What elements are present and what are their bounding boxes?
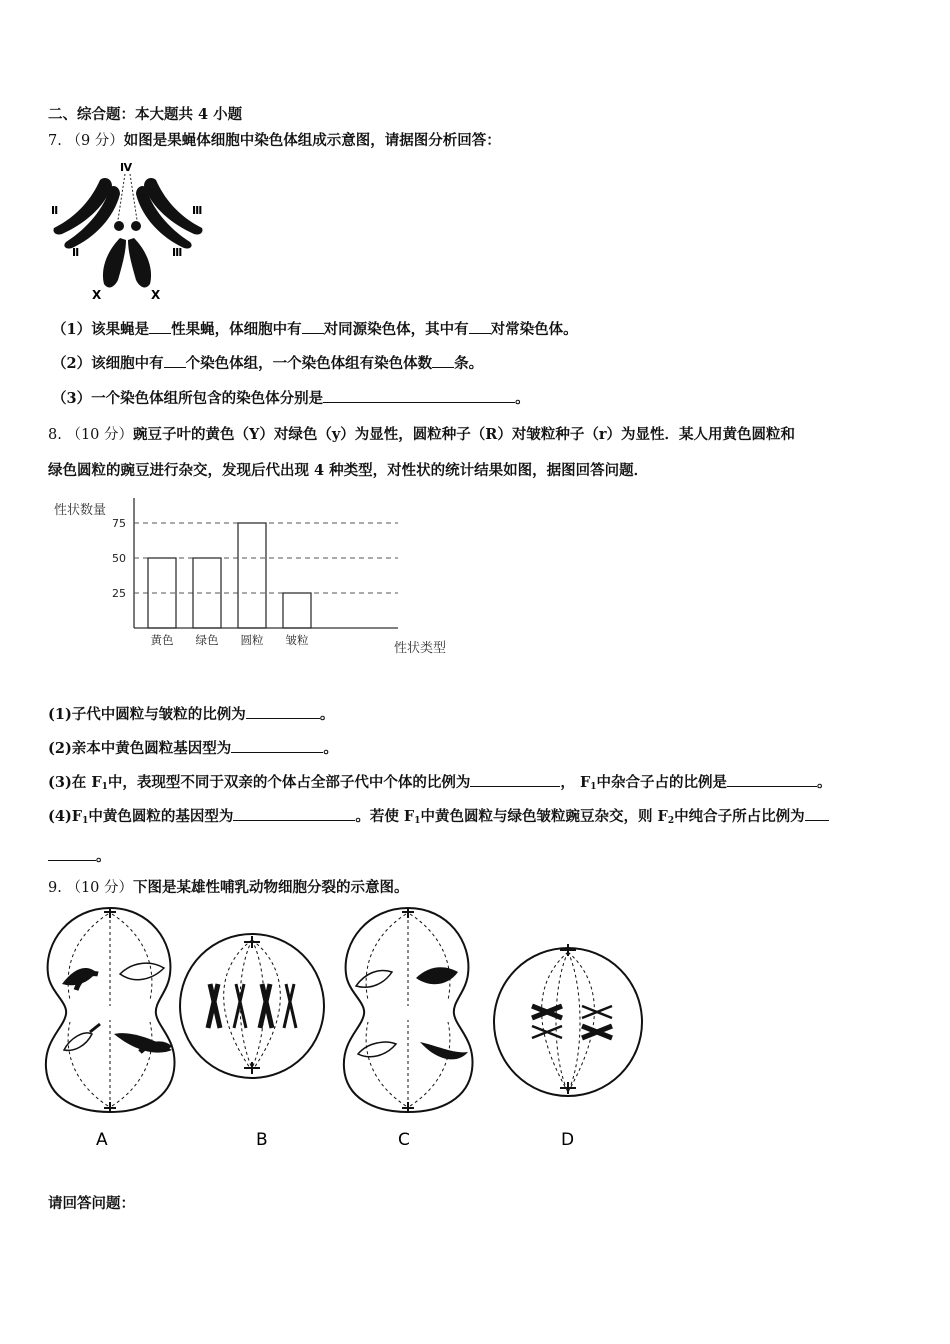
answer-blank[interactable] (48, 846, 96, 861)
section-heading: 二、综合题：本大题共 4 小题 (48, 106, 243, 123)
q8-sub2: (2)亲本中黄色圆粒基因型为 。 (48, 740, 338, 757)
y-tick-label: 25 (112, 587, 126, 600)
answer-blank[interactable] (323, 388, 515, 403)
answer-blank[interactable] (302, 319, 324, 334)
y-tick-label: 75 (112, 517, 126, 530)
q8-stem-1: 豌豆子叶的黄色（Y）对绿色（y）为显性，圆粒种子（R）对皱粒种子（r）为显性．某人用黄色圆粒和 (133, 426, 795, 443)
cell-label-b: B (256, 1130, 268, 1150)
answer-blank[interactable] (164, 353, 186, 368)
bar-圆粒 (238, 523, 266, 628)
q7-sub2: （2）该细胞中有 个染色体组，一个染色体组有染色体数 条。 (52, 355, 484, 372)
q7-number: 7. (48, 133, 62, 149)
q7-score: （9 分） (66, 133, 124, 149)
x-tick-label: 黄色 (150, 633, 174, 647)
answer-blank[interactable] (805, 806, 829, 821)
x-axis-label: 性状类型 (394, 641, 447, 656)
cell-c (344, 908, 473, 1112)
q8-sub3: (3)在 $F_1$中，表现型不同于双亲的个体占全部子代中个体的比例为 ， $F_1$中杂合子占的比例是 。 (48, 774, 832, 792)
cell-label-d: D (561, 1130, 575, 1150)
q8-number: 8. (48, 427, 62, 443)
x-tick-label: 绿色 (195, 633, 219, 647)
answer-blank[interactable] (246, 704, 320, 719)
answer-blank[interactable] (231, 738, 323, 753)
q7-stem-line (48, 129, 501, 150)
q7-sub3: （3）一个染色体组所包含的染色体分别是 。 (52, 390, 530, 407)
trait-bar-chart (48, 496, 447, 661)
q9-stem-line (48, 876, 409, 897)
bar-皱粒 (283, 593, 311, 628)
answer-blank[interactable] (469, 319, 491, 334)
answer-blank[interactable] (470, 772, 560, 787)
q8-stem-line2: 绿色圆粒的豌豆进行杂交，发现后代出现 4 种类型，对性状的统计结果如图，据图回答问题． (48, 462, 649, 479)
q9-number: 9. (48, 880, 62, 896)
q9-prompt: 请回答问题： (48, 1195, 135, 1212)
cell-a (46, 908, 175, 1112)
label-iii-right: Ⅲ (192, 204, 203, 217)
q9-stem: 下图是某雄性哺乳动物细胞分裂的示意图。 (133, 879, 409, 896)
chromosome-x-2 (128, 238, 151, 287)
cell-label-a: A (96, 1130, 108, 1150)
label-x2: X (151, 288, 161, 302)
q8-sub4-cont: 。 (48, 845, 111, 866)
fruitfly-chromosome-figure (48, 158, 213, 306)
answer-blank[interactable] (727, 772, 817, 787)
answer-blank[interactable] (233, 806, 355, 821)
cell-b (180, 934, 324, 1078)
answer-blank[interactable] (432, 353, 454, 368)
y-axis-label: 性状数量 (54, 503, 107, 518)
q8-sub1: (1)子代中圆粒与皱粒的比例为 。 (48, 706, 335, 723)
q7-sub1: （1）该果蝇是 性果蝇，体细胞中有 对同源染色体，其中有 对常染色体。 (52, 321, 578, 338)
x-tick-label: 圆粒 (240, 633, 264, 647)
answer-blank[interactable] (149, 319, 171, 334)
label-ii-left: Ⅱ (51, 204, 59, 217)
cell-label-c: C (398, 1130, 410, 1150)
q8-score: （10 分） (66, 427, 134, 443)
q8-sub4: $(4)F_1$中黄色圆粒的基因型为 。若使 $F_1$中黄色圆粒与绿色皱粒豌豆杂交，则 $F_2$中纯合子所占比例为 (48, 805, 829, 826)
cell-d (494, 944, 642, 1096)
label-iii-lower: Ⅲ (172, 246, 183, 259)
y-tick-label: 50 (112, 552, 126, 565)
label-x1: X (92, 288, 102, 302)
label-iv: Ⅳ (120, 161, 133, 174)
chromosome-x-1 (103, 238, 126, 287)
x-tick-label: 皱粒 (285, 633, 309, 647)
q9-score: （10 分） (66, 880, 134, 896)
q7-stem: 如图是果蝇体细胞中染色体组成示意图，请据图分析回答： (123, 132, 501, 149)
q8-stem-line1 (48, 423, 795, 444)
cell-division-figure (40, 902, 650, 1152)
label-ii-lower: Ⅱ (72, 246, 80, 259)
